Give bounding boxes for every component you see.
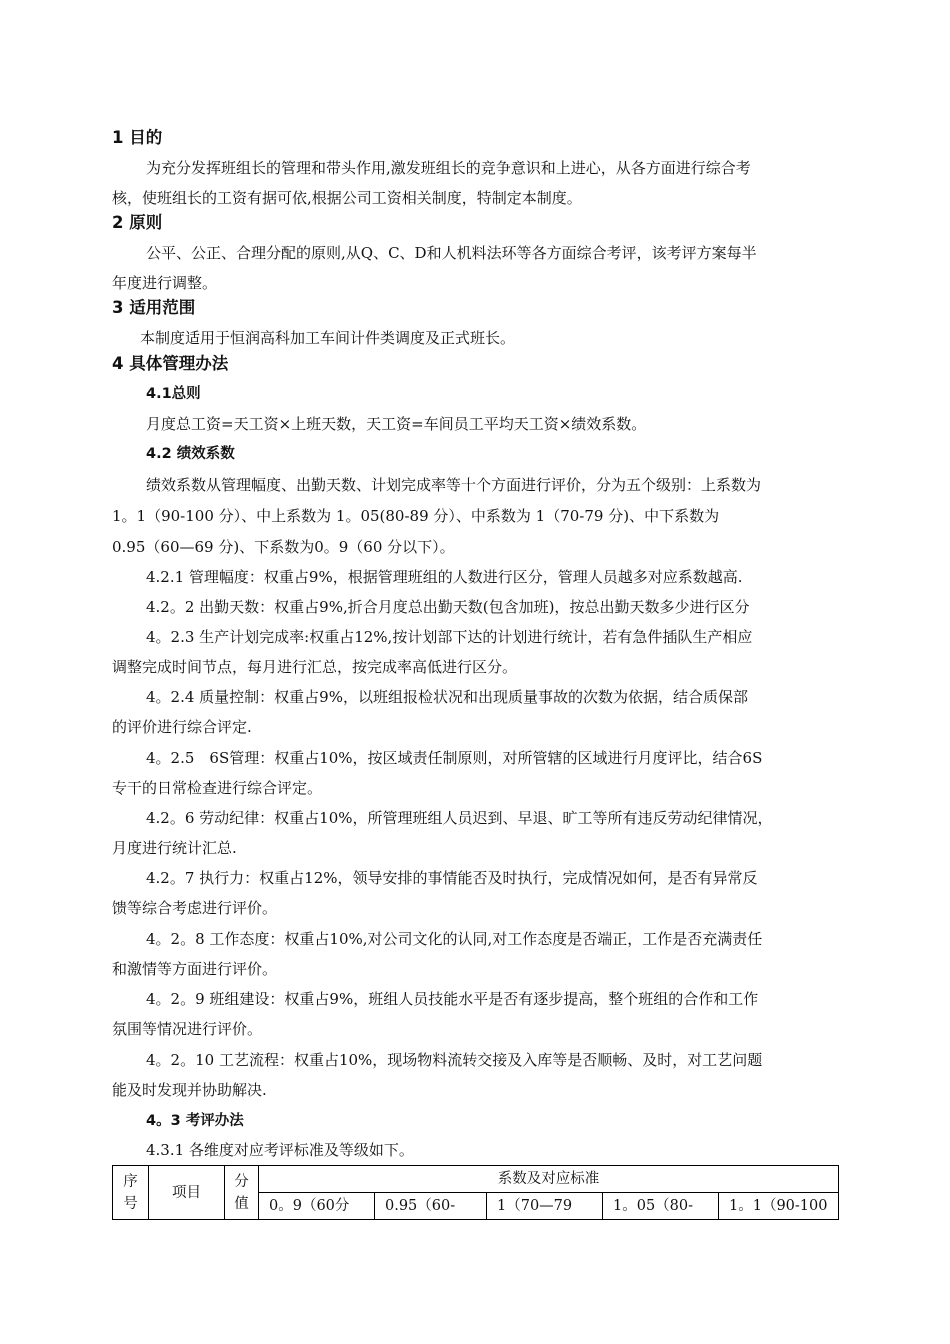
paragraph-line: 公平、公正、合理分配的原则,从Q、C、D和人机料法环等各方面综合考评，该考评方案每半 xyxy=(146,244,757,262)
level-cell: 1。1（90-100 xyxy=(719,1193,839,1220)
standard-header-cell: 系数及对应标准 xyxy=(259,1166,839,1193)
item-line: 4。2.5 6S管理：权重占10%，按区域责任制原则，对所管辖的区域进行月度评比，结合6S xyxy=(146,749,763,767)
level-cell: 1（70—79 xyxy=(487,1193,603,1220)
item-line: 能及时发现并协助解决. xyxy=(112,1081,267,1099)
paragraph-line: 本制度适用于恒润高科加工车间计件类调度及正式班长。 xyxy=(140,329,516,347)
item-line: 4.2。2 出勤天数：权重占9%,折合月度总出勤天数(包含加班)，按总出勤天数多少进行区分 xyxy=(146,598,750,616)
score-header-cell xyxy=(225,1166,259,1220)
section-1-heading: 1 目的 xyxy=(112,128,163,147)
item-line: 4。2。9 班组建设：权重占9%，班组人员技能水平是否有逐步提高，整个班组的合作和工作 xyxy=(146,990,759,1008)
paragraph-line: 1。1（90-100 分）、中上系数为 1。05(80-89 分）、中系数为 1（70-79 分)、中下系数为 xyxy=(112,507,720,525)
item-line: 4。2.4 质量控制：权重占9%，以班组报检状况和出现质量事故的次数为依据，结合质保部 xyxy=(146,688,748,706)
item-line: 4.2.1 管理幅度：权重占9%，根据管理班组的人数进行区分，管理人员越多对应系数越高. xyxy=(146,568,743,586)
subsection-4-2-heading: 4.2 绩效系数 xyxy=(146,446,235,462)
paragraph-line: 绩效系数从管理幅度、出勤天数、计划完成率等十个方面进行评价，分为五个级别：上系数为 xyxy=(146,476,762,494)
paragraph-line: 4.3.1 各维度对应考评标准及等级如下。 xyxy=(146,1141,414,1159)
evaluation-table xyxy=(112,1165,839,1220)
item-line: 4。2.3 生产计划完成率:权重占12%,按计划部下达的计划进行统计，若有急件插队生产相应 xyxy=(146,628,753,646)
paragraph-line: 核，使班组长的工资有据可依,根据公司工资相关制度，特制定本制度。 xyxy=(112,189,582,207)
item-line: 4.2。6 劳动纪律：权重占10%，所管理班组人员迟到、早退、旷工等所有违反劳动纪律情况， xyxy=(146,809,773,827)
score-header-char: 分 xyxy=(234,1173,249,1190)
item-line: 馈等综合考虑进行评价。 xyxy=(112,899,278,917)
seq-header-char: 号 xyxy=(123,1195,138,1212)
paragraph-line: 年度进行调整。 xyxy=(112,274,218,292)
section-3-heading: 3 适用范围 xyxy=(112,298,196,317)
level-cell: 0。9（60分 xyxy=(259,1193,375,1220)
section-4-heading: 4 具体管理办法 xyxy=(112,354,229,373)
item-header-cell: 项目 xyxy=(149,1166,225,1220)
item-line: 和激情等方面进行评价。 xyxy=(112,960,278,978)
section-2-heading: 2 原则 xyxy=(112,213,163,232)
seq-header-cell xyxy=(113,1166,149,1220)
item-line: 4.2。7 执行力：权重占12%，领导安排的事情能否及时执行，完成情况如何，是否有异常反 xyxy=(146,869,758,887)
item-line: 专干的日常检查进行综合评定。 xyxy=(112,779,323,797)
paragraph-line: 月度总工资=天工资×上班天数，天工资=车间员工平均天工资×绩效系数。 xyxy=(146,415,647,433)
item-line: 的评价进行综合评定. xyxy=(112,718,252,736)
subsection-4-3-heading: 4。3 考评办法 xyxy=(146,1113,244,1129)
subsection-4-1-heading: 4.1总则 xyxy=(146,386,201,402)
item-line: 氛围等情况进行评价。 xyxy=(112,1020,263,1038)
item-line: 4。2。10 工艺流程：权重占10%，现场物料流转交接及入库等是否顺畅、及时，对工艺问题 xyxy=(146,1051,763,1069)
item-line: 调整完成时间节点，每月进行汇总，按完成率高低进行区分。 xyxy=(112,658,518,676)
table-header-row xyxy=(113,1166,839,1193)
seq-header-char: 序 xyxy=(123,1173,138,1190)
item-line: 4。2。8 工作态度：权重占10%,对公司文化的认同,对工作态度是否端正，工作是否充满责任 xyxy=(146,930,763,948)
paragraph-line: 0.95（60—69 分)、下系数为0。9（60 分以下）。 xyxy=(112,538,455,556)
level-cell: 1。05（80- xyxy=(603,1193,719,1220)
paragraph-line: 为充分发挥班组长的管理和带头作用,激发班组长的竞争意识和上进心，从各方面进行综合考 xyxy=(146,159,751,177)
score-header-char: 值 xyxy=(234,1195,249,1212)
item-line: 月度进行统计汇总. xyxy=(112,839,237,857)
level-cell: 0.95（60- xyxy=(375,1193,487,1220)
